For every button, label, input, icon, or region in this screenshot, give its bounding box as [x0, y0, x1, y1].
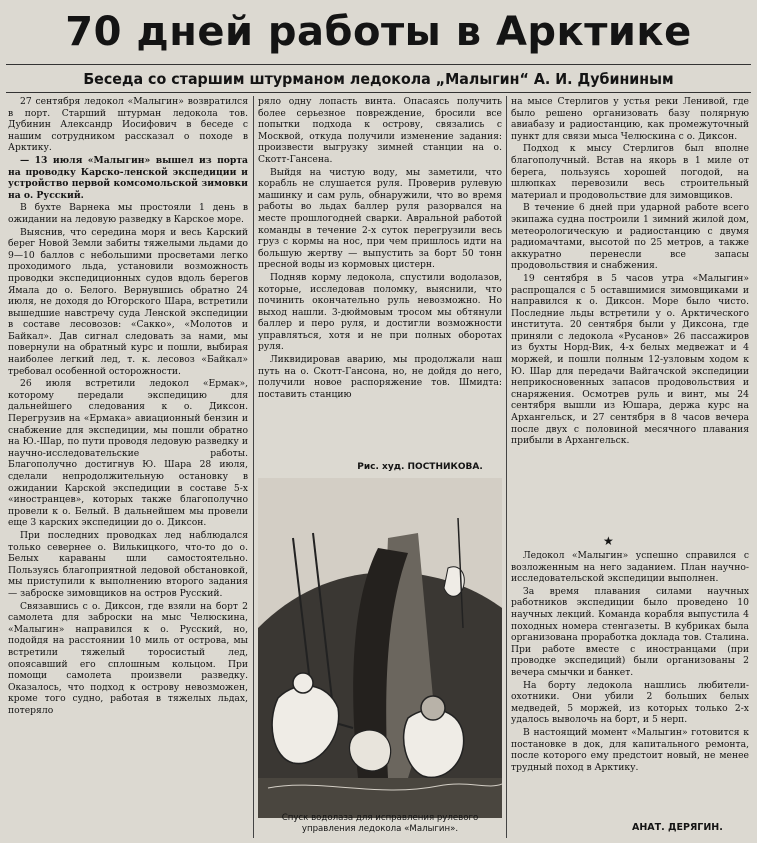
article-column-2	[258, 96, 502, 452]
illustration-credit: Рис. худ. ПОСТНИКОВА.	[357, 462, 483, 472]
subheadline-rule	[6, 92, 751, 93]
paragraph: 26 июля встретили ледокол «Ермак», которому передали экспедицию для дальнейшего следования к о. Диксон. Перегрузив на «Ермака» авиационный бензин и снабжение для экспедиции, мы пошли обратно на Ю.-Шар, по пути проводя ледовую разведку и научно-исследовательские работы. Благополучно достигнув Ю. Шара 28 июля, сделали непродолжительную остановку в ожидании Карской экспедиции в составе 5-х «иностранцев», которых также благополучно провели к о. Белый. В дальнейшем мы провели еще 3 карских экспедиции до о. Диксон.	[8, 378, 248, 529]
paragraph: Ледокол «Малыгин» успешно справился с возложенным на него заданием. План научно-исследовательской экспедиции выполнен.	[511, 550, 749, 585]
article-column-1	[8, 96, 248, 841]
paragraph: Ликвидировав аварию, мы продолжали наш путь на о. Скотт-Гансона, но, не дойдя до него, получили новое распоряжение тов. Шмидта: поставить станцию	[258, 354, 502, 400]
article-column-3	[511, 96, 749, 530]
paragraph: — 13 июля «Малыгин» вышел из порта на проводку Карско-ленской экспедиции и устройство первой комсомольской зимовки на о. Русский.	[8, 154, 248, 201]
section-divider-star: ★	[603, 534, 614, 548]
paragraph: При последних проводках лед наблюдался только севернее о. Вилькицкого, что-то до о. Белых караваны шли самостоятельно. Пользуясь благоприятной ледовой обстановкой, мы приступили к выполнению второго задания — заброске зимовщиков на остров Русский.	[8, 529, 248, 599]
paragraph: 27 сентября ледокол «Малыгин» возвратился в порт. Старший штурман ледокола тов. Дубинин Александр Иосифович в беседе с нашим сотрудником рассказал о походе в Арктику.	[8, 96, 248, 154]
paragraph: В настоящий момент «Малыгин» готовится к постановке в док, для капитального ремонта, после которого ему предстоит новый, не менее трудный поход в Арктику.	[511, 726, 749, 773]
author-signature: АНАТ. ДЕРЯГИН.	[632, 822, 723, 833]
illustration-diver	[258, 478, 502, 818]
article-column-3-conclusion	[511, 550, 749, 820]
paragraph: На борту ледокола нашлись любители-охотники. Они убили 2 больших белых медведей, 5 моржей, из которых только 2-х удалось выволочь на борт, и 5 нерп.	[511, 679, 749, 726]
paragraph: Связавшись с о. Диксон, где взяли на борт 2 самолета для заброски на мыс Челюскина, «Малыгин» направился к о. Русский, но, подойдя на расстоянии 10 миль от острова, мы встретили тяжелый торосистый лед, опоясавший его сплошным кольцом. При помощи самолета произвели разведку. Оказалось, что подход к острову невозможен, кроме того судно, работая в тяжелых льдах, потеряло	[8, 600, 248, 716]
paragraph: Подход к мысу Стерлигов был вполне благополучный. Встав на якорь в 1 миле от берега, пользуясь хорошей погодой, на шлюпках перевозили весь строительный материал и продовольствие для зимовщиков.	[511, 143, 749, 201]
paragraph: За время плавания силами научных работников экспедиции было проведено 10 научных лекций. Команда корабля выпустила 4 походных номера стенгазеты. В кубриках была организована проработка доклада тов. Сталина. При работе вместе с иностранцами (при проводке экспедиций) были организованы 2 вечера смычки и банкет.	[511, 585, 749, 678]
subheadline: Беседа со старшим штурманом ледокола „Малыгин“ А. И. Дубининым	[83, 70, 674, 88]
paragraph: на мысе Стерлигов у устья реки Ленивой, где было решено организовать базу полярную авиабазу и радиостанцию, как промежуточный пункт для связи мыса Челюскина с о. Диксон.	[511, 96, 749, 142]
paragraph: 19 сентября в 5 часов утра «Малыгин» распрощался с 5 оставшимися зимовщиками и направился к о. Диксон. Море было чисто. Последние льды встретили у о. Арктического института. 20 сентября были у Диксона, где приняли с ледокола «Русанов» 26 пассажиров из бухты Норд-Вик, 4-х белых медвежат и 4 моржей, и пошли полным 12-узловым ходом к Ю. Шар для передачи Вайгачской экспедиции неприкосновенных запасов продовольствия и снаряжения. Осмотрев руль и винт, мы 24 сентября вышли из Юшара, держа курс на Архангельск, и 27 сентября в 8 часов вечера после двух с половиной месячного плавания прибыли в Архангельск.	[511, 272, 749, 447]
headline: 70 дней работы в Арктике	[65, 9, 692, 55]
headline-rule	[6, 64, 751, 65]
paragraph: ряло одну лопасть винта. Опасаясь получить более серьезное повреждение, бросили все попытки подхода к острову, связались с Москвой, откуда получили изменение задания: произвести выгрузку зимней станции на о. Скотт-Гансена.	[258, 96, 502, 165]
paragraph: В бухте Варнека мы простояли 1 день в ожидании на ледовую разведку в Карское море.	[8, 202, 248, 225]
paragraph: В течение 6 дней при ударной работе всего экипажа судна построили 1 зимний жилой дом, метеорологическую и радиостанцию с двумя радиомачтами, высотой по 25 метров, а также аккуратно перенесли все запасы продовольствия и снабжения.	[511, 202, 749, 272]
paragraph: Подняв корму ледокола, спустили водолазов, которые, исследовав поломку, выяснили, что починить окончательно руль невозможно. Но выход нашли. 3-дюймовым тросом мы обтянули баллер и перо руля, и достигли возможности управляться, хотя и не при полных оборотах руля.	[258, 271, 502, 353]
paragraph: Выйдя на чистую воду, мы заметили, что корабль не слушается руля. Проверив рулевую машинку и сам руль, обнаружили, что во время работы во льдах баллер руля разорвался на месте прошлогодней сварки. Авральной работой команды в течение 2-х суток перегрузили весь груз с кормы на нос, при чем пришлось идти на большую жертву — выпустить за борт 50 тонн пресной воды из кормовых цистерн.	[258, 166, 502, 271]
illustration-caption: Спуск водолаза для исправления рулевого управления ледокола «Малыгин».	[281, 813, 479, 834]
column-divider	[506, 96, 507, 838]
paragraph: Выяснив, что середина моря и весь Карский берег Новой Земли забиты тяжелыми льдами до 9—10 баллов с небольшими просветами легко проходимого льда, установили возможность проводки экспедиционных судов вдоль берегов Ямала до о. Белого. Вернувшись обратно 24 июля, не доходя до Югорского Шара, встретили вышедшие навстречу суда Ленской экспедиции в составе лесовозов: «Сакко», «Молотов и Байкал». Дав сигнал следовать за нами, мы повернули на обратный курс и пошли, выбирая наиболее легкий лед, т. к. лесовоз «Байкал» требовал особенной осторожности.	[8, 226, 248, 377]
column-divider	[253, 96, 254, 838]
illustration-drawing	[258, 478, 502, 818]
